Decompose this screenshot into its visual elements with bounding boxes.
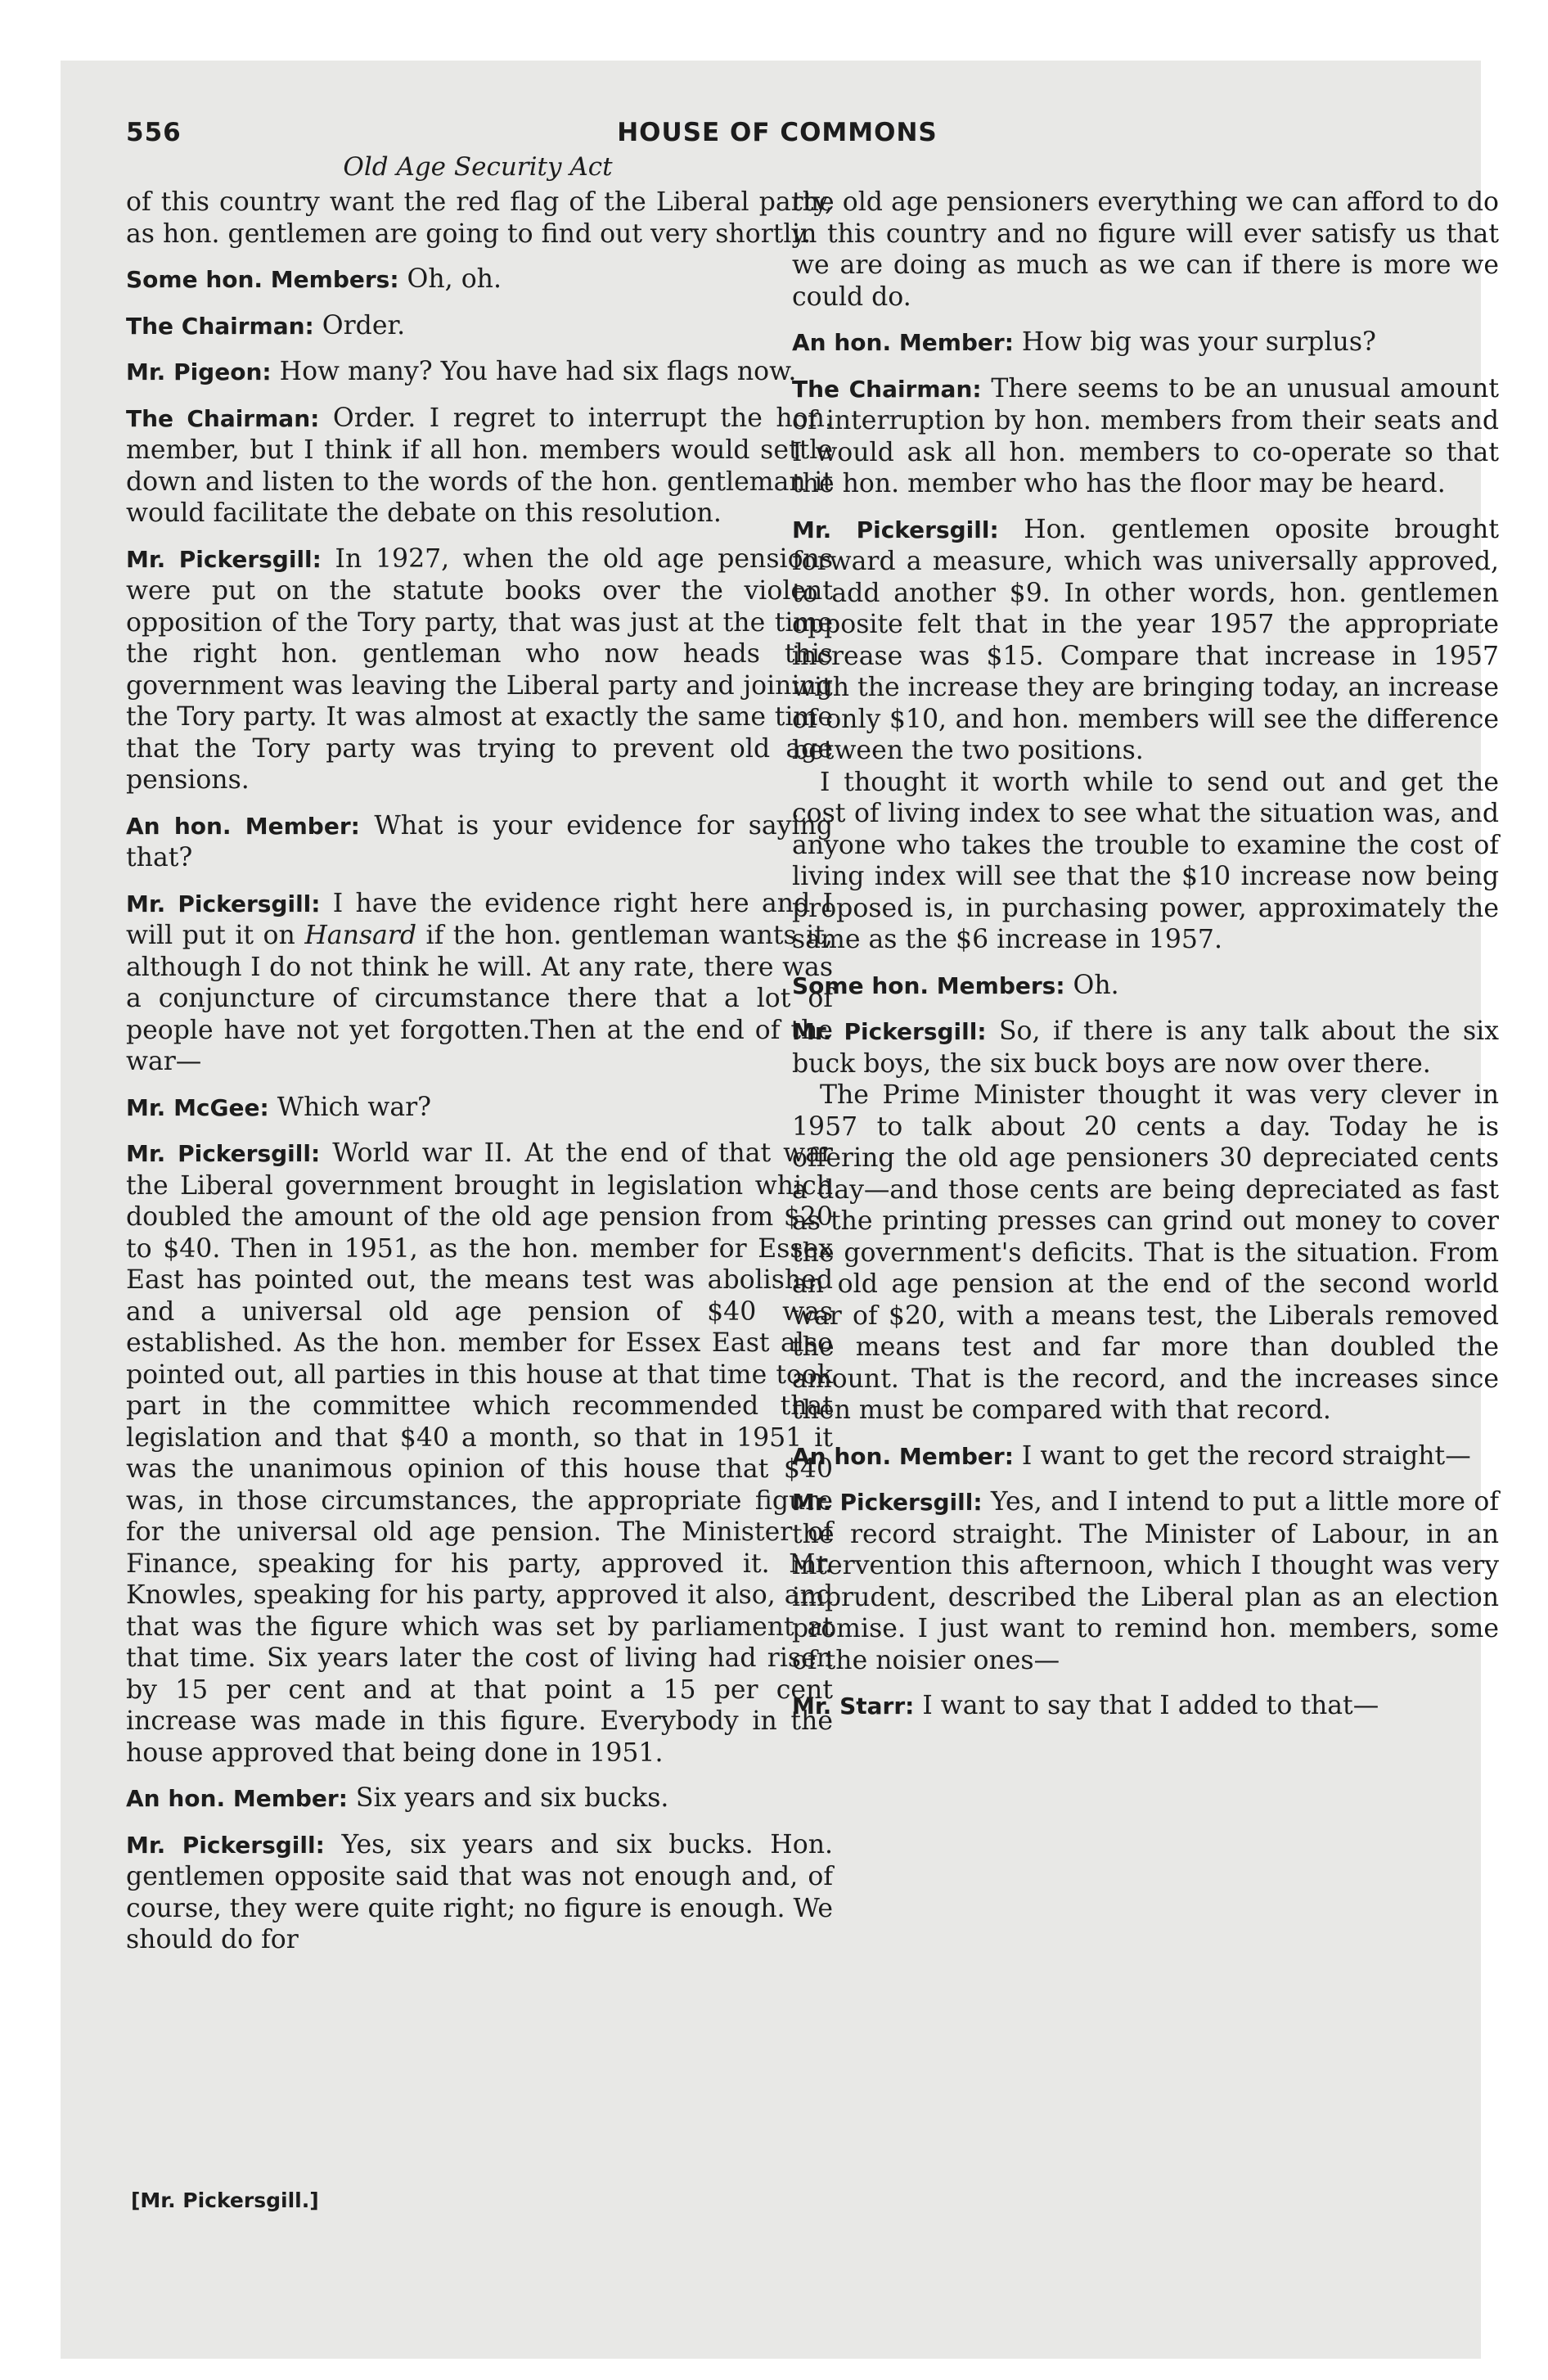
speech xyxy=(792,327,1499,359)
speech-text: if the hon. gentleman wants it, although I do not think he will. At any rate, there was a conjuncture of circumstance there that a lot of people have not yet forgotten.Then at the end of the war— xyxy=(126,921,833,1076)
speaker-name: An hon. Member: xyxy=(792,1442,1014,1470)
speaker-name: Mr. Pigeon: xyxy=(126,358,272,385)
speech-text: I want to say that I added to that— xyxy=(914,1691,1379,1720)
speech-text: In 1927, when the old age pensions were put on the statute books over the violent opposition of the Tory party, that was just at the time the right hon. gentleman who now heads this government was leaving the Liberal party and joining the Tory party. It was almost at exactly the same time that the Tory party was trying to prevent old age pensions. xyxy=(126,543,833,795)
speech-text: Order. I regret to interrupt the hon. member, but I think if all hon. members would settle down and listen to the words of the hon. gentleman it would facilitate the debate on this resolution. xyxy=(126,403,833,528)
speech xyxy=(126,403,833,530)
speaker-name: Mr. Pickersgill: xyxy=(792,516,999,543)
speaker-name: Mr. Pickersgill: xyxy=(792,1489,983,1516)
speaker-name: Mr. Pickersgill: xyxy=(126,890,321,917)
speech-text: So, if there is any talk about the six buck boys, the six buck boys are now over there. xyxy=(792,1016,1500,1079)
speech-text: Yes, six years and six bucks. Hon. gentlemen opposite said that was not enough and, of course, they were quite right; no figure is enough. We should do for xyxy=(126,1829,834,1954)
speech xyxy=(792,1486,1499,1676)
speech xyxy=(126,264,833,296)
speech-text: How many? You have had six flags now. xyxy=(271,357,797,386)
speech xyxy=(126,888,833,1078)
speaker-name: Mr. Starr: xyxy=(792,1693,915,1720)
speech xyxy=(792,1690,1499,1723)
speaker-name: The Chairman: xyxy=(792,375,982,403)
speech xyxy=(126,310,833,343)
paragraph: The Prime Minister thought it was very clever in 1957 to talk about 20 cents a day. Today he is offering the old age pensioners 30 depreciated cents a day—and those cents are being depreciated as fast as the printing presses can grind out money to cover the government's deficits. That is the situation. From an old age pension at the end of the second world war of $20, with a means test, the Liberals removed the means test and far more than doubled the amount. That is the record, and the increases since then must be compared with that record. xyxy=(792,1080,1499,1425)
footer-speaker-tag: [Mr. Pickersgill.] xyxy=(131,2188,319,2212)
paragraph: the old age pensioners everything we can afford to do in this country and no figure will ever satisfy us that we are doing as much as we can if there is more we could do. xyxy=(792,187,1499,312)
speech xyxy=(126,356,833,389)
speaker-name: An hon. Member: xyxy=(126,812,360,840)
speech-text: Which war? xyxy=(268,1092,432,1122)
right-column xyxy=(792,187,1499,1737)
speech-text: What is your evidence for saying that? xyxy=(126,810,833,872)
speech-text: I have the evidence right here and I will put it on xyxy=(126,888,833,950)
speech xyxy=(792,1016,1499,1080)
page xyxy=(61,61,1500,2359)
speech-text: Oh. xyxy=(1064,970,1119,1000)
running-title: HOUSE OF COMMONS xyxy=(617,118,938,147)
speech xyxy=(792,373,1499,500)
speaker-name: Some hon. Members: xyxy=(126,266,399,293)
speaker-name: An hon. Member: xyxy=(792,329,1014,356)
speech xyxy=(126,810,833,874)
speech xyxy=(792,1440,1499,1473)
page-number: 556 xyxy=(126,118,182,147)
left-column xyxy=(126,187,833,1970)
speech-text: Six years and six bucks. xyxy=(347,1783,669,1813)
paragraph: I thought it worth while to send out and get the cost of living index to see what the situation was, and anyone who takes the trouble to examine the cost of living index will see that the $10 increase now being proposed is, in purchasing power, approximately the same as the $6 increase in 1957. xyxy=(792,767,1499,954)
speech-text: Order. xyxy=(313,310,406,340)
speaker-name: Mr. McGee: xyxy=(126,1093,269,1121)
speech xyxy=(126,1829,833,1956)
speech-text: Oh, oh. xyxy=(398,264,502,294)
speech xyxy=(126,1138,833,1769)
speaker-name: Some hon. Members: xyxy=(792,971,1065,999)
speaker-name: Mr. Pickersgill: xyxy=(126,545,322,573)
speech xyxy=(126,1092,833,1125)
section-subheading: Old Age Security Act xyxy=(343,152,613,182)
speaker-name: Mr. Pickersgill: xyxy=(126,1831,325,1859)
speaker-name: The Chairman: xyxy=(126,404,320,432)
speech xyxy=(792,514,1499,767)
speaker-name: Mr. Pickersgill: xyxy=(792,1018,987,1045)
speaker-name: An hon. Member: xyxy=(126,1785,348,1812)
speech-text: How big was your surplus? xyxy=(1013,327,1376,357)
paragraph: of this country want the red flag of the Liberal party, as hon. gentlemen are going to find out very shortly. xyxy=(126,187,833,249)
speech-text: I want to get the record straight— xyxy=(1013,1440,1471,1471)
speaker-name: Mr. Pickersgill: xyxy=(126,1140,321,1167)
speech xyxy=(126,1783,833,1815)
speech xyxy=(792,970,1499,1003)
speech-text: There seems to be an unusual amount of interruption by hon. members from their seats and I would ask all hon. members to co-operate so that the hon. member who has the floor may be heard. xyxy=(792,373,1499,498)
speaker-name: The Chairman: xyxy=(126,312,314,340)
speech-text: Hon. gentlemen oposite brought forward a measure, which was universally approved, to add another $9. In other words, hon. gentlemen opposite felt that in the year 1957 the appropriate increase was $15. Compare that increase in 1957 with the increase they are bringing today, an increase of only $10, and hon. members will see the difference between the two positions. xyxy=(792,514,1499,765)
speech-text: Yes, and I intend to put a little more of the record straight. The Minister of Labour, in an intervention this afternoon, which I thought was very imprudent, described the Liberal plan as an election promise. I just want to remind hon. members, some of the noisier ones— xyxy=(792,1487,1499,1675)
speech-text: World war II. At the end of that war the Liberal government brought in legislation which doubled the amount of the old age pension from $20 to $40. Then in 1951, as the hon. member for Essex East has pointed out, the means test was abolished and a universal old age pension of $40 was established. As the hon. member for Essex East also pointed out, all parties in this house at that time took part in the committee which recommended that legislation and that $40 a month, so that in 1951 it was the unanimous opinion of this house that $40 was, in those circumstances, the appropriate figure for the universal old age pension. The Minister of Finance, speaking for his party, approved it. Mr. Knowles, speaking for his party, approved it also, and that was the figure which was set by parliament at that time. Six years later the cost of living had risen by 15 per cent and at that point a 15 per cent increase was made in this figure. Everybody in the house approved that being done in 1951. xyxy=(126,1138,833,1768)
hansard-reference: Hansard xyxy=(304,921,417,950)
speech xyxy=(126,543,833,796)
